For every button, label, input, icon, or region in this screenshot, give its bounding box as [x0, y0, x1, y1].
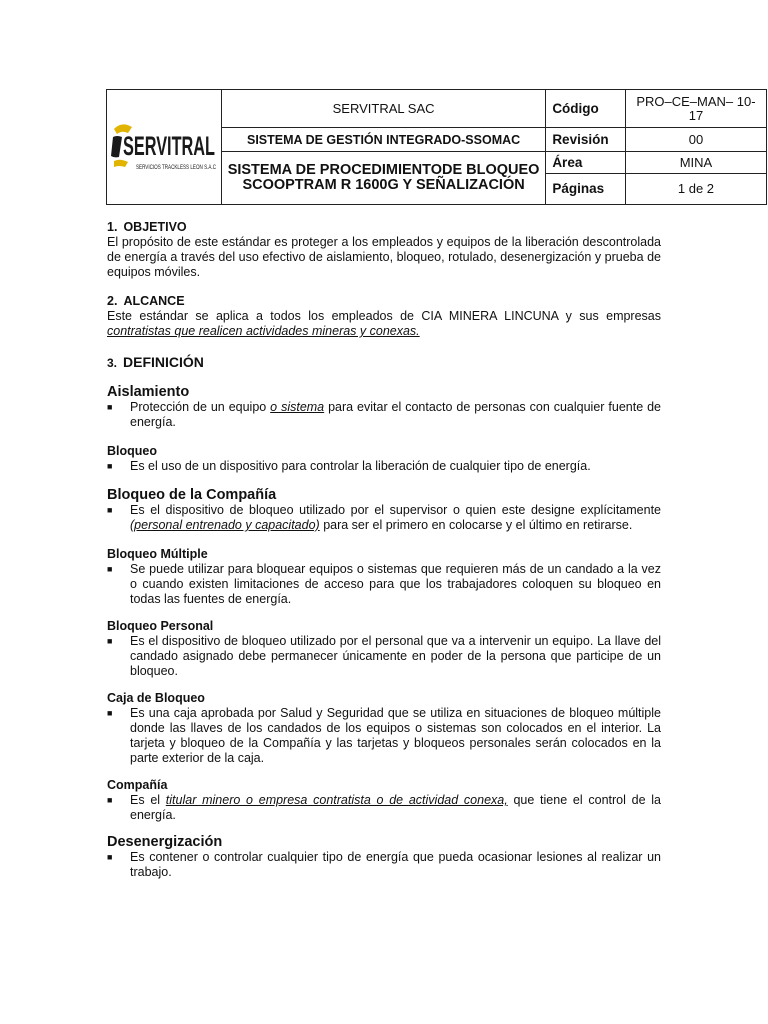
bullet-icon: ■: [107, 461, 113, 471]
svg-text:SERVICIOS TRACKLESS LEON S.A.C: SERVICIOS TRACKLESS LEON S.A.C: [135, 165, 217, 171]
area-label: Área: [546, 152, 626, 174]
pages-value: 1 de 2: [625, 174, 766, 205]
bullet-icon: ■: [107, 564, 113, 574]
bullet-icon: ■: [107, 505, 113, 515]
procedure-title: SISTEMA DE PROCEDIMIENTODE BLOQUEO SCOOPTRAM R 1600G Y SEÑALIZACIÓN: [221, 152, 545, 205]
svg-text:SERVITRAL: SERVITRAL: [122, 131, 215, 161]
term-bloqueo-personal: Bloqueo Personal: [107, 619, 214, 633]
term-desenergizacion: Desenergización: [107, 834, 223, 850]
bullet-icon: ■: [107, 708, 113, 718]
area-value: MINA: [625, 152, 766, 174]
term-bloqueo-multiple: Bloqueo Múltiple: [107, 547, 208, 561]
servitral-logo-graphic: [110, 107, 218, 187]
term-bloqueo: Bloqueo: [107, 444, 157, 458]
section-heading-objetivo: 1. OBJETIVO: [107, 220, 187, 234]
definition-bloqueo-compania: ■ Es el dispositivo de bloqueo utilizado por el supervisor o quien este designe explícitamente (personal entrenado y capacitado) para ser el primero en colocarse y el último en retirarse.: [107, 503, 661, 532]
revision-label: Revisión: [546, 128, 626, 152]
system-name: SISTEMA DE GESTIÓN INTEGRADO-SSOMAC: [221, 128, 545, 152]
definition-bloqueo: ■ Es el uso de un dispositivo para controlar la liberación de cualquier tipo de energía.: [107, 459, 591, 473]
term-compania: Compañía: [107, 778, 168, 792]
definition-bloqueo-multiple: ■ Se puede utilizar para bloquear equipos o sistemas que requieren más de un candado a la vez o cuando existen limitaciones de acceso para que los trabajadores coloquen su bloqueo en todas las fuentes de energía.: [107, 562, 661, 606]
document-body: [107, 220, 661, 880]
bullet-icon: ■: [107, 636, 113, 646]
servitral-logo: [107, 107, 221, 187]
definition-aislamiento: ■ Protección de un equipo o sistema para evitar el contacto de personas con cualquier fuente de energía.: [107, 400, 661, 429]
company-name: SERVITRAL SAC: [221, 90, 545, 128]
objetivo-text: El propósito de este estándar es proteger a los empleados y equipos de la liberación descontrolada de energía a través del uso efectivo de aislamiento, bloqueo, rotulado, desenergización y prueba de equipos móviles.: [107, 235, 661, 279]
pages-label: Páginas: [546, 174, 626, 205]
definition-compania: ■ Es el titular minero o empresa contratista o de actividad conexa, que tiene el control de la energía.: [107, 793, 661, 822]
section-heading-alcance: 2. ALCANCE: [107, 294, 185, 308]
term-aislamiento: Aislamiento: [107, 384, 190, 400]
document-header-table: [106, 89, 767, 205]
code-label: Código: [546, 90, 626, 128]
definition-bloqueo-personal: ■ Es el dispositivo de bloqueo utilizado por el personal que va a intervenir un equipo. La llave del candado asignado debe permanecer únicamente en poder de la persona que participe de un bloqueo.: [107, 634, 661, 678]
bullet-icon: ■: [107, 852, 113, 862]
company-logo-cell: [107, 90, 222, 205]
definition-desenergizacion: ■ Es contener o controlar cualquier tipo de energía que pueda ocasionar lesiones al realizar un trabajo.: [107, 850, 661, 879]
alcance-text: Este estándar se aplica a todos los empleados de CIA MINERA LINCUNA y sus empresas contratistas que realicen actividades mineras y conexas.: [107, 309, 661, 338]
term-caja-bloqueo: Caja de Bloqueo: [107, 691, 205, 705]
definition-caja-bloqueo: ■ Es una caja aprobada por Salud y Seguridad que se utiliza en situaciones de bloqueo múltiple donde las llaves de los candados de los equipos o sistemas son colocados en el interior. La tarjeta y bloqueo de la Compañía y las tarjetas y bloqueos personales serán colocados en la parte exterior de la caja.: [107, 706, 661, 765]
bullet-icon: ■: [107, 402, 113, 412]
section-heading-definicion: 3. DEFINICIÓN: [107, 354, 204, 370]
code-value: PRO–CE–MAN– 10-17: [625, 90, 766, 128]
bullet-icon: ■: [107, 795, 113, 805]
term-bloqueo-compania: Bloqueo de la Compañía: [107, 487, 277, 503]
revision-value: 00: [625, 128, 766, 152]
